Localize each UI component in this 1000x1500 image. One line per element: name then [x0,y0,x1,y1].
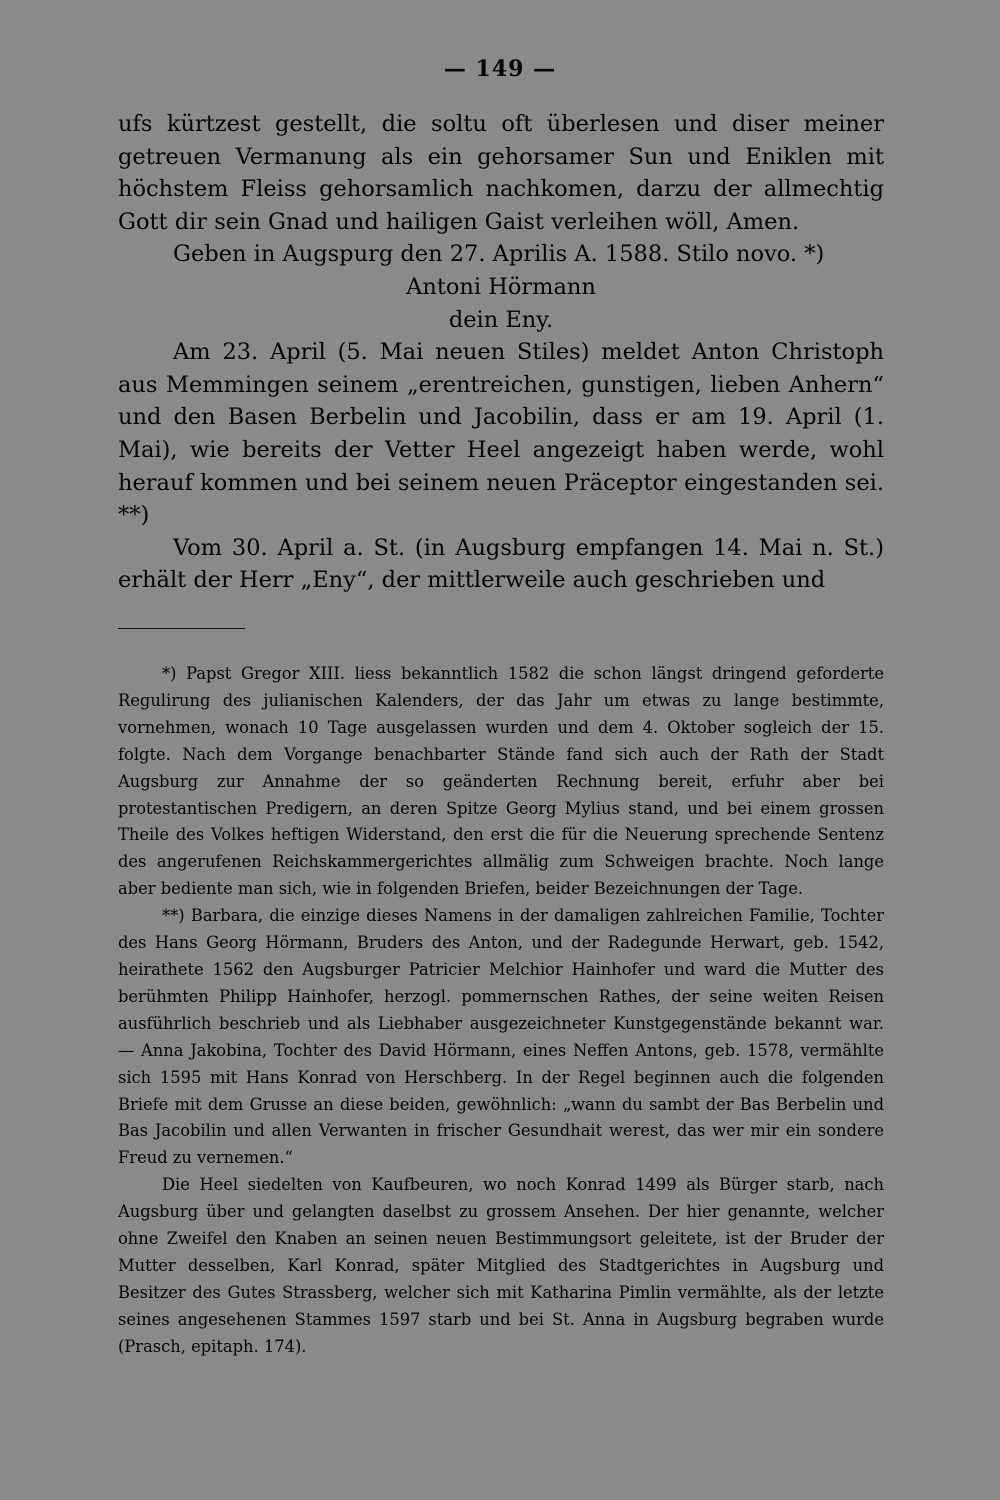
paragraph-april-23: Am 23. April (5. Mai neuen Stiles) meldet Anton Christoph aus Memmingen seinem „erentreichen, gunstigen, lieben Anhern“ und den Basen Berbelin und Jacobilin, dass er am 19. April (1. Mai), wie bereits der Vetter Heel angezeigt haben werde, wohl herauf kommen und bei seinem neuen Präceptor eingestanden sei. **) [118,339,884,529]
main-text [118,108,884,597]
footnote-separator [118,628,245,629]
page-number: — 149 — [443,56,557,82]
dateline: Geben in Augspurg den 27. Aprilis A. 1588. Stilo novo. *) [173,241,825,268]
footnote-2-continuation: Die Heel siedelten von Kaufbeuren, wo noch Konrad 1499 als Bürger starb, nach Augsburg über und gelangten daselbst zu grossem Ansehen. Der hier genannte, welcher ohne Zweifel den Knaben an seinen neuen Bestimmungsort geleitete, ist der Bruder der Mutter desselben, Karl Konrad, später Mitglied des Stadtgerichtes in Augsburg und Besitzer des Gutes Strassberg, welcher sich mit Katharina Pimlin vermählte, als der letzte seines angesehenen Stammes 1597 starb und bei St. Anna in Augsburg begraben wurde (Prasch, epitaph. 174). [118,1175,884,1356]
footnote-1: *) Papst Gregor XIII. liess bekanntlich 1582 die schon längst dringend geforderte Regulirung des julianischen Kalenders, der das Jahr um etwas zu lange bestimmte, vornehmen, wonach 10 Tage ausgelassen wurden und dem 4. Oktober sogleich der 15. folgte. Nach dem Vorgange benachbarter Stände fand sich auch der Rath der Stadt Augsburg zur Annahme der so geänderten Rechnung bereit, erfuhr aber bei protestantischen Predigern, an deren Spitze Georg Mylius stand, und bei einem grossen Theile des Volkes heftigen Widerstand, den erst die für die Neuerung sprechende Sentenz des angerufenen Reichskammergerichtes allmälig zum Schweigen brachte. Noch lange aber bediente man sich, wie in folgenden Briefen, beider Bezeichnungen der Tage. [118,664,884,899]
signature-title: dein Eny. [448,306,554,333]
signature-name: Antoni Hörmann [406,273,596,300]
footnotes [118,661,884,1361]
paragraph-letter-end: ufs kürtzest gestellt, die soltu oft überlesen und diser meiner getreuen Vermanung als ein gehorsamer Sun und Eniklen mit höchstem Fleiss gehorsamlich nachkomen, darzu der allmechtig Gott dir sein Gnad und hailigen Gaist verleihen wöll, Amen. [118,111,884,235]
footnote-2: **) Barbara, die einzige dieses Namens in der damaligen zahlreichen Familie, Tochter des Hans Georg Hörmann, Bruders des Anton, und der Radegunde Herwart, geb. 1542, heirathete 1562 den Augsburger Patricier Melchior Hainhofer und ward die Mutter des berühmten Philipp Hainhofer, herzogl. pommernschen Rathes, der seine weiten Reisen ausführlich beschrieb und als Liebhaber ausgezeichneter Kunstgegenstände bekannt war. — Anna Jakobina, Tochter des David Hörmann, eines Neffen Antons, geb. 1578, vermählte sich 1595 mit Hans Konrad von Herschberg. In der Regel beginnen auch die folgenden Briefe mit dem Grusse an diese beiden, gewöhnlich: „wann du sambt der Bas Berbelin und Bas Jacobilin und allen Verwanten in frischer Gesundhait werest, das wer mir ein sondere Freud zu vernemen.“ [118,906,884,1168]
paragraph-april-30: Vom 30. April a. St. (in Augsburg empfangen 14. Mai n. St.) erhält der Herr „Eny“, der mittlerweile auch geschrieben und [118,534,884,594]
